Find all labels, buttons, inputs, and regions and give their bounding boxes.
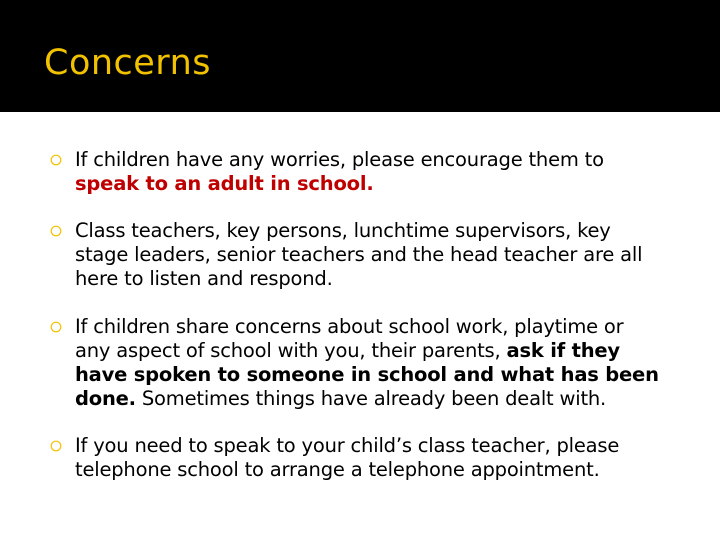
bullet-line: If children share concerns about school work, playtime or: [75, 315, 624, 338]
bullet-line: [75, 172, 680, 196]
bullet-text: [75, 219, 680, 291]
bold-text: have spoken to someone in school and what has been: [75, 363, 659, 386]
circle-bullet-icon: [50, 225, 62, 237]
bullet-line: [75, 363, 680, 387]
title-bar: [0, 0, 720, 112]
circle-bullet-icon: [50, 321, 62, 333]
bullet-text: [75, 434, 680, 482]
bullet-line: stage leaders, senior teachers and the head teacher are all: [75, 243, 643, 266]
bullet-line: [75, 387, 680, 411]
bullet-line: If children have any worries, please encourage them to: [75, 148, 604, 171]
bullet-text: [75, 315, 680, 411]
bold-text: ask if they: [506, 339, 620, 362]
bullet-text: [75, 148, 680, 196]
bullet-line: telephone school to arrange a telephone appointment.: [75, 458, 600, 481]
bullet-line: [75, 339, 680, 363]
circle-bullet-icon: [50, 440, 62, 452]
bullet-line: here to listen and respond.: [75, 267, 333, 290]
slide-title: Concerns: [44, 43, 212, 83]
circle-bullet-icon: [50, 154, 62, 166]
bullet-line: Class teachers, key persons, lunchtime supervisors, key: [75, 219, 611, 242]
highlight-text: speak to an adult in school.: [75, 172, 374, 195]
bold-text: done.: [75, 387, 136, 410]
bullet-line-tail: Sometimes things have already been dealt with.: [135, 387, 607, 410]
bullet-line-plain: any aspect of school with you, their parents,: [75, 339, 507, 362]
bullet-line: If you need to speak to your child’s class teacher, please: [75, 434, 620, 457]
